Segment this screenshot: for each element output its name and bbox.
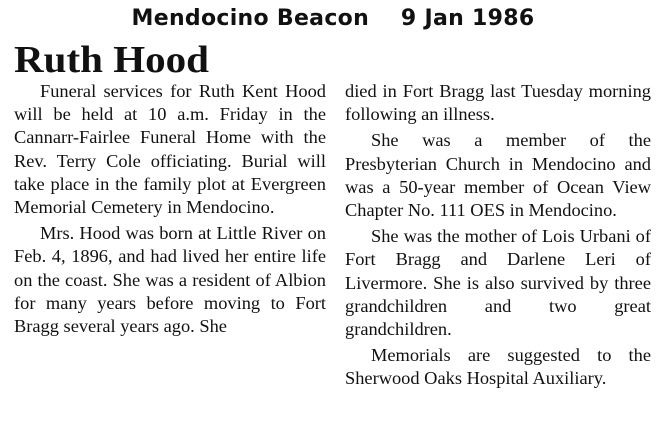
publication-name: Mendocino Beacon — [131, 6, 370, 31]
obituary-title: Ruth Hood — [14, 39, 210, 81]
publication-header — [0, 6, 666, 31]
article-paragraph: Funeral services for Ruth Kent Hood will be held at 10 a.m. Friday in the Cannarr-Fairlee Funeral Home with the Rev. Terry Cole officiating. Burial will take place in the family plot at Evergreen Memorial Cemetery in Mendocino. — [14, 81, 326, 218]
article-paragraph: died in Fort Bragg last Tuesday morning following an illness. — [345, 81, 651, 125]
publication-date: 9 Jan 1986 — [400, 6, 535, 31]
article-paragraph: Mrs. Hood was born at Little River on Feb. 4, 1896, and had lived her entire life on the coast. She was a resident of Albion for many years before moving to Fort Bragg several years ago. She — [14, 223, 326, 337]
article-column-right — [345, 80, 651, 394]
article-paragraph: She was a member of the Presbyterian Church in Mendocino and was a 50-year member of Ocean View Chapter No. 111 OES in Mendocino. — [345, 130, 651, 221]
article-paragraph: Memorials are suggested to the Sherwood Oaks Hospital Auxiliary. — [345, 345, 651, 389]
article-paragraph: She was the mother of Lois Urbani of Fort Bragg and Darlene Leri of Livermore. She is also survived by three grandchildren and two great grandchildren. — [345, 226, 651, 340]
article-column-left — [14, 80, 326, 341]
